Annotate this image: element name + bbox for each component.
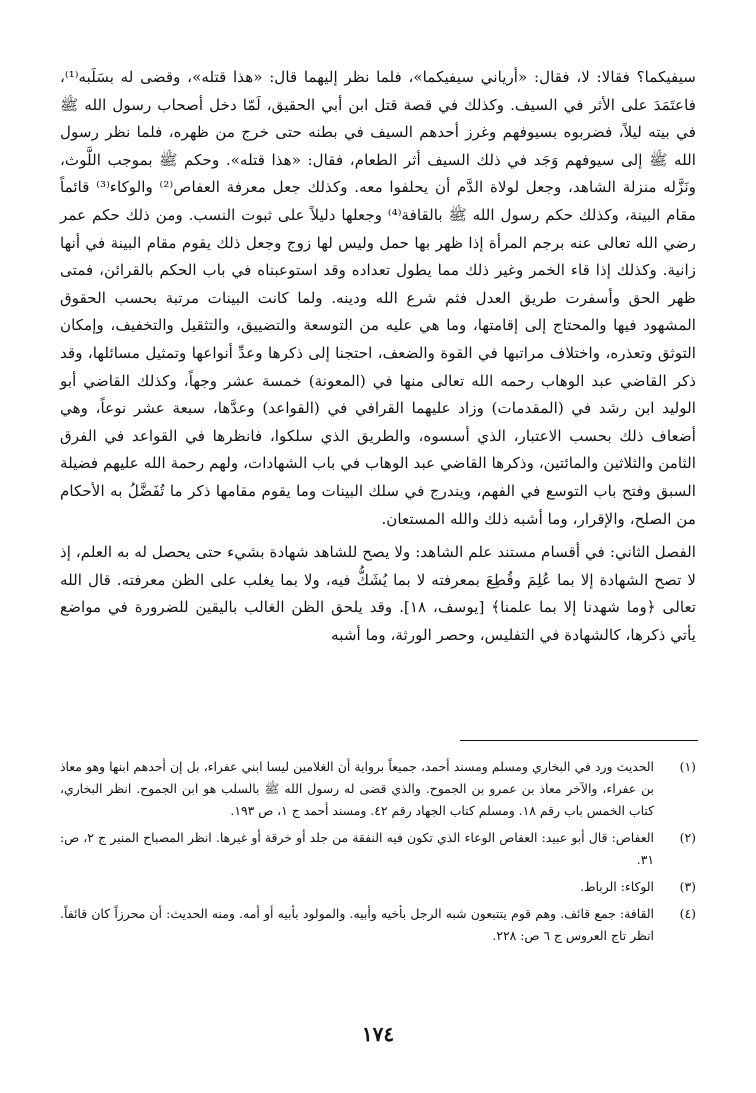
footnote-item [60,827,696,871]
paragraph-1: سيفيكما؟ فقالا: لا، فقال: «أرياني سيفيكما»، فلما نظر إليهما قال: «هذا قتله»، وقضى له بسَلَبه⁽¹⁾، فاعتَمَدَ على الأثر في السيف. وكذلك في قصة قتل ابن أبي الحقيق، لَمّا دخل أصحاب رسول الله ﷺ في بيته ليلاً، فضربوه بسيوفهم وغرز أحدهم السيف في بطنه حتى خرج من ظهره، فلما نظر رسول الله ﷺ إلى سيوفهم وَجَد في ذلك السيف أثر الطعام، فقال: «هذا قتله». وحكم ﷺ بموجب اللَّوث، ونَزَّله منزلة الشاهد، وجعل لولاة الدَّم أن يحلفوا معه. وكذلك جعل معرفة العفاص⁽²⁾ والوكاء⁽³⁾ قائماً مقام البينة، وكذلك حكم رسول الله ﷺ بالقافة⁽⁴⁾ وجعلها دليلاً على ثبوت النسب. ومن ذلك حكم عمر رضي الله تعالى عنه برجم المرأة إذا ظهر بها حمل وليس لها زوج وجعل ذلك يقوم مقام البينة في أنها زانية. وكذلك إذا قاء الخمر وغير ذلك مما يطول تعداده وقد استوعبناه في باب الحكم بالقرائن، فمتى ظهر الحق وأسفرت طريق العدل فثم شرع الله ودينه. ولما كانت البينات مرتبة بحسب الحقوق المشهود فيها والمحتاج إلى إقامتها، وما هي عليه من التوسعة والتضييق، والتثقيل والتخفيف، وإمكان التوثق وتعذره، واختلاف مراتبها في القوة والضعف، احتجنا إلى ذكرها وعدِّ أنواعها وتمثيل مسائلها، وقد ذكر القاضي عبد الوهاب رحمه الله تعالى منها في (المعونة) خمسة عشر وجهاً، وكذلك القاضي أبو الوليد ابن رشد في (المقدمات) وزاد عليهما القرافي في (القواعد) وعدَّها، سبعة عشر نوعاً، وهي أضعاف ذلك بحسب الاعتبار، الذي أسسوه، والطريق الذي سلكوا، فانظرها في القواعد في الفرق الثامن والثلاثين والمائتين، وذكرها القاضي عبد الوهاب في باب الشهادات، ولهم رحمة الله عليهم فضيلة السبق وفتح باب التوسع في الفهم، ويندرج في سلك البينات وما يقوم مقامها ذكر ما تُفَضَّلُ به الأحكام من الصلح، والإقرار، وما أشبه ذلك والله المستعان. [60,68,697,528]
footnote-item [60,756,696,822]
footnote-text: الحديث ورد في البخاري ومسلم ومسند أحمد، جميعاً برواية أن الغلامين ليسا ابني عفراء، بل إن أحدهم ابنها وهو معاذ بن عفراء، والآخر معاذ بن عمرو بن الجموح. والذي قضى له رسول الله ﷺ بالسلب هو ابن الجموح. انظر البخاري، كتاب الخمس باب رقم ١٨. ومسلم كتاب الجهاد رقم ٤٢. ومسند أحمد ج ١، ص ١٩٣. [60,759,654,818]
footnote-number: (٢) [679,830,696,845]
main-text-block [60,64,696,649]
page-number: ١٧٤ [361,1022,395,1046]
paragraph-2: الفصل الثاني: في أقسام مستند علم الشاهد: ولا يصح للشاهد شهادة بشيء حتى يحصل له به العلم، إذ لا تصح الشهادة إلا بما عُلِمَ وقُطِعَ بمعرفته لا بما يُشَكُّ فيه، ولا بما يغلب على الظن معرفته. قال الله تعالى ﴿وما شهدنا إلا بما علمنا﴾ [يوسف، ١٨]. وقد يلحق الظن الغالب باليقين للضرورة في مواضع يأتي ذكرها، كالشهادة في التفليس، وحصر الورثة، وما أشبه [60,543,697,644]
footnote-number: (١) [679,759,696,774]
footnotes-section [60,756,696,952]
footnote-text: الوكاء: الرباط. [580,879,654,894]
footnote-item [60,876,696,898]
footnote-number: (٤) [679,906,696,921]
footnote-item [60,903,696,947]
footnote-text: العفاص: قال أبو عبيد: العفاص الوعاء الذي تكون فيه النفقة من جلد أو خرقة أو غيرها. انظر المصباح المنير ج ٢، ص: ٣١. [60,830,654,867]
footnote-separator [460,740,698,741]
footnote-number: (٣) [679,879,696,894]
footnote-text: القافة: جمع قائف. وهم قوم يتتبعون شبه الرجل بأخيه وأبيه. والمولود بأبيه أو أمه. ومنه الحديث: أن محرزاً كان قائفاً. انظر تاج العروس ج ٦ ص: ٢٢٨. [60,906,654,943]
